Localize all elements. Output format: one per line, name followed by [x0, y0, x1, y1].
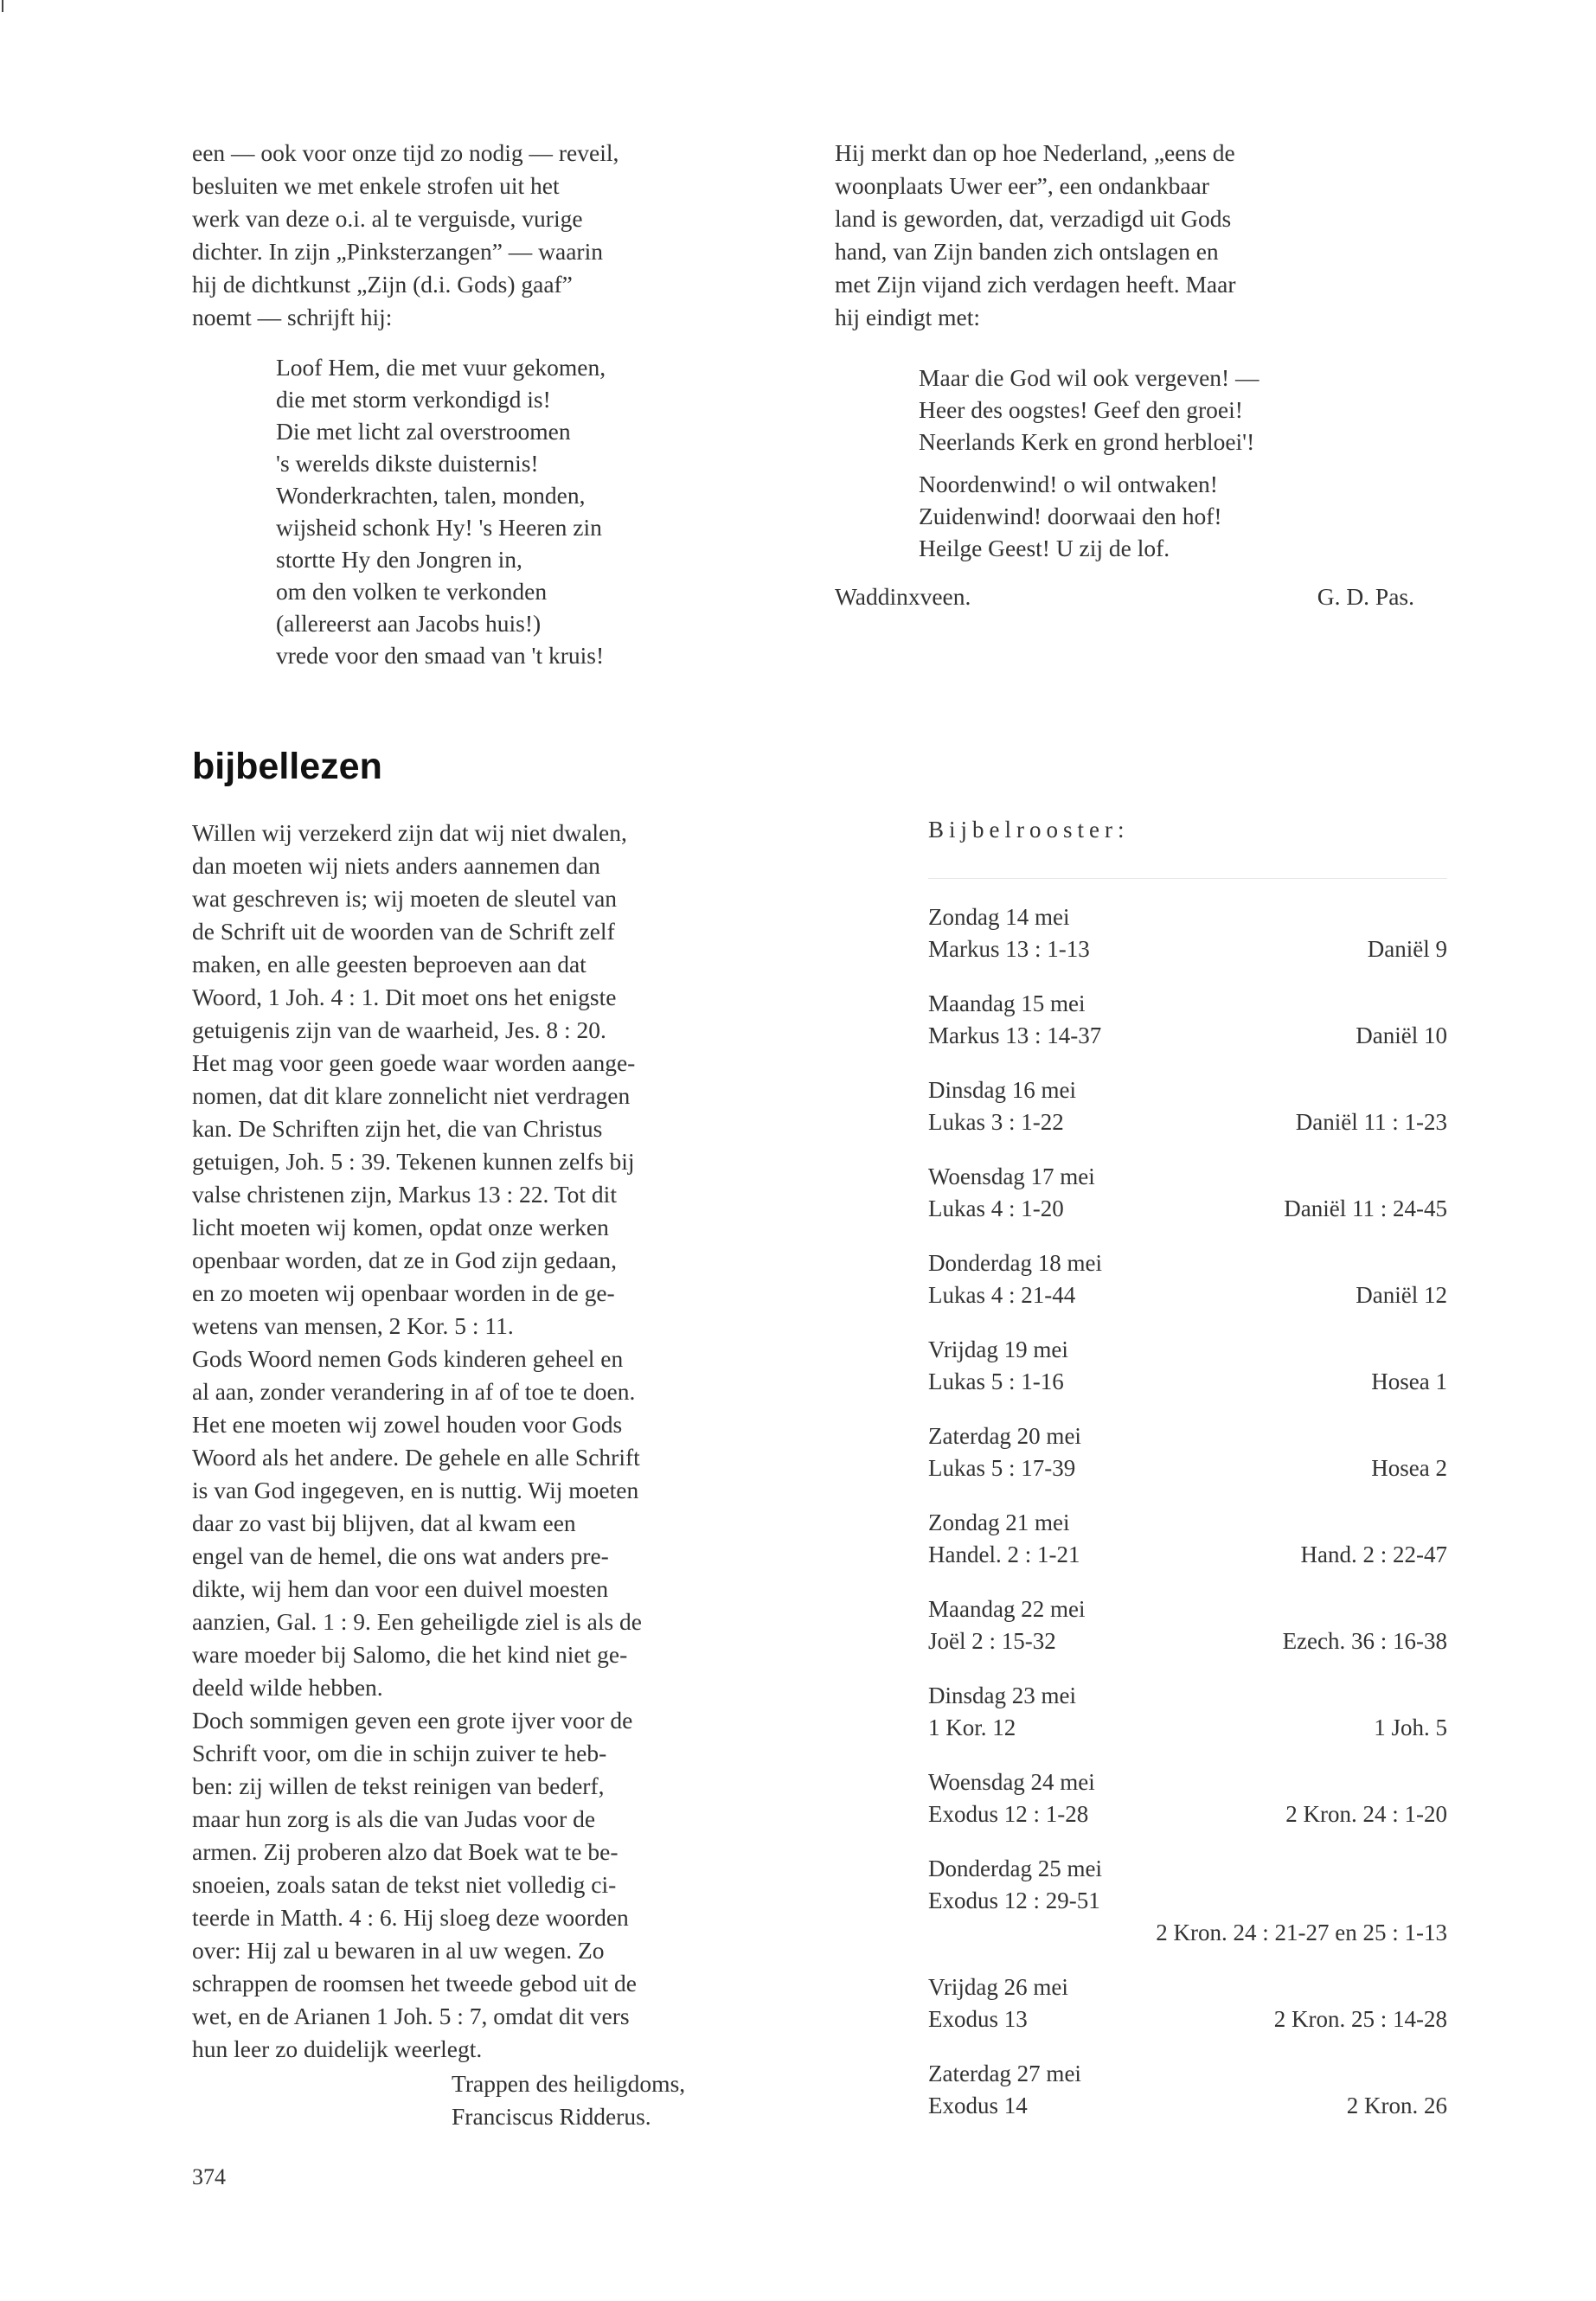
reading-ot: 2 Kron. 24 : 1-20: [1285, 1801, 1447, 1827]
rooster-readings: [928, 2090, 1447, 2122]
text-line: dikte, wij hem dan voor een duivel moesten: [192, 1575, 609, 1602]
rooster-entry: [928, 1420, 1447, 1484]
text-line: Gods Woord nemen Gods kinderen geheel en: [192, 1345, 624, 1372]
bijbellezen-column: [192, 817, 795, 2133]
text-line: Zuidenwind! doorwaai den hof!: [919, 503, 1222, 529]
text-line: wetens van mensen, 2 Kor. 5 : 11.: [192, 1312, 514, 1339]
text-line: wet, en de Arianen 1 Joh. 5 : 7, omdat dit vers: [192, 2003, 630, 2029]
rooster-entry: [928, 1853, 1447, 1949]
text-line: snoeien, zoals satan de tekst niet volledig ci-: [192, 1871, 617, 1898]
text-line: aanzien, Gal. 1 : 9. Een geheiligde ziel is als de: [192, 1608, 643, 1635]
rooster-entry: [928, 1161, 1447, 1225]
rooster-day: Zondag 21 mei: [928, 1509, 1070, 1535]
reading-ot: Hand. 2 : 22-47: [1300, 1541, 1447, 1567]
rooster-readings: [928, 1712, 1447, 1744]
text-line: armen. Zij proberen alzo dat Boek wat te be-: [192, 1838, 619, 1865]
text-line: Die met licht zal overstroomen: [276, 418, 571, 445]
reading-ot: Daniël 11 : 24-45: [1284, 1195, 1447, 1221]
text-line: Het mag voor geen goede waar worden aange-: [192, 1049, 636, 1076]
page-number: 374: [192, 2164, 226, 2189]
closing-poem-stanza-1: [919, 362, 1440, 458]
rooster-entry: [928, 1247, 1447, 1311]
reading-nt: Exodus 12 : 1-28: [928, 1801, 1089, 1827]
reading-ot: Daniël 12: [1356, 1282, 1447, 1308]
bijbellezen-text: [192, 817, 795, 2066]
rooster-day: Vrijdag 19 mei: [928, 1336, 1068, 1362]
text-line: woonplaats Uwer eer”, een ondankbaar: [835, 172, 1209, 199]
source-citation: [452, 2067, 795, 2133]
rooster-day: Dinsdag 23 mei: [928, 1682, 1076, 1708]
text-line: ware moeder bij Salomo, die het kind niet ge-: [192, 1641, 628, 1668]
text-line: vrede voor den smaad van 't kruis!: [276, 642, 605, 669]
rooster-entry: [928, 1680, 1447, 1744]
text-line: valse christenen zijn, Markus 13 : 22. Tot dit: [192, 1181, 617, 1208]
rooster-readings: [928, 1885, 1447, 1917]
rooster-day: Donderdag 25 mei: [928, 1856, 1102, 1881]
rooster-entries: [928, 901, 1447, 2122]
rooster-entry: [928, 1593, 1447, 1657]
text-line: Het ene moeten wij zowel houden voor Gods: [192, 1411, 623, 1438]
text-line: maar hun zorg is als die van Judas voor de: [192, 1805, 596, 1832]
rooster-title: Bijbelrooster:: [928, 817, 1130, 843]
reading-nt: Exodus 13: [928, 2006, 1028, 2032]
text-line: daar zo vast bij blijven, dat al kwam een: [192, 1509, 576, 1536]
rooster-readings: [928, 1452, 1447, 1484]
reading-ot: Daniël 11 : 1-23: [1295, 1109, 1447, 1135]
rooster-day: Zondag 14 mei: [928, 904, 1070, 930]
top-right-column: [835, 137, 1440, 611]
rooster-entry: [928, 1507, 1447, 1571]
text-line: Willen wij verzekerd zijn dat wij niet dwalen,: [192, 819, 627, 846]
pinksterzangen-poem: [276, 351, 795, 671]
text-line: die met storm verkondigd is!: [276, 386, 551, 413]
rooster-divider: [928, 878, 1447, 879]
text-line: een — ook voor onze tijd zo nodig — reveil,: [192, 139, 619, 166]
text-line: is van God ingegeven, en is nuttig. Wij moeten: [192, 1477, 639, 1503]
text-line: ben: zij willen de tekst reinigen van bederf,: [192, 1772, 605, 1799]
place-name: Waddinxveen.: [835, 583, 971, 610]
rooster-day: Maandag 15 mei: [928, 990, 1086, 1016]
rooster-day: Dinsdag 16 mei: [928, 1077, 1076, 1103]
text-line: stortte Hy den Jongren in,: [276, 546, 522, 573]
reading-ot: Hosea 1: [1371, 1368, 1447, 1394]
rooster-entry: [928, 2058, 1447, 2122]
text-line: Noordenwind! o wil ontwaken!: [919, 471, 1218, 497]
text-line: noemt — schrijft hij:: [192, 304, 393, 330]
rooster-readings: [928, 1106, 1447, 1138]
text-line: Heer des oogstes! Geef den groei!: [919, 396, 1243, 423]
text-line: Maar die God wil ook vergeven! —: [919, 364, 1259, 391]
reading-nt: 1 Kor. 12: [928, 1715, 1016, 1740]
rooster-entry: [928, 1074, 1447, 1138]
rooster-readings: [928, 1366, 1447, 1398]
text-line: (allereerst aan Jacobs huis!): [276, 610, 542, 637]
text-line: hand, van Zijn banden zich ontslagen en: [835, 238, 1219, 265]
rooster-day: Woensdag 24 mei: [928, 1769, 1095, 1795]
bijbelrooster: [928, 817, 1447, 2122]
reading-nt: Lukas 4 : 21-44: [928, 1282, 1076, 1308]
rooster-readings: [928, 1539, 1447, 1571]
text-line: dan moeten wij niets anders aannemen dan: [192, 852, 600, 879]
text-line: Franciscus Ridderus.: [452, 2103, 651, 2130]
intro-paragraph: [192, 137, 795, 334]
text-line: Schrift voor, om die in schijn zuiver te heb-: [192, 1740, 607, 1766]
rooster-entry: [928, 1971, 1447, 2035]
text-line: teerde in Matth. 4 : 6. Hij sloeg deze woorden: [192, 1904, 629, 1931]
text-line: 's werelds dikste duisternis!: [276, 450, 539, 477]
text-line: hij eindigt met:: [835, 304, 981, 330]
rooster-day: Zaterdag 27 mei: [928, 2061, 1081, 2086]
rooster-day: Maandag 22 mei: [928, 1596, 1086, 1622]
rooster-readings: [928, 1193, 1447, 1225]
rooster-readings: [928, 1625, 1447, 1657]
text-line: maken, en alle geesten beproeven aan dat: [192, 951, 586, 977]
signature-row: [835, 583, 1440, 611]
text-line: om den volken te verkonden: [276, 578, 548, 605]
rooster-entry: [928, 988, 1447, 1052]
text-line: Doch sommigen geven een grote ijver voor de: [192, 1707, 633, 1734]
rooster-readings: [928, 1798, 1447, 1830]
text-line: en zo moeten wij openbaar worden in de ge-: [192, 1279, 615, 1306]
rooster-readings: [928, 1279, 1447, 1311]
rooster-readings: [928, 2003, 1447, 2035]
reading-nt: Lukas 3 : 1-22: [928, 1109, 1064, 1135]
reading-nt: Lukas 4 : 1-20: [928, 1195, 1064, 1221]
rooster-day: Woensdag 17 mei: [928, 1163, 1095, 1189]
text-line: over: Hij zal u bewaren in al uw wegen. Zo: [192, 1937, 605, 1964]
reading-nt: Markus 13 : 14-37: [928, 1022, 1102, 1048]
nederland-paragraph: [835, 137, 1440, 334]
text-line: Woord als het andere. De gehele en alle Schrift: [192, 1444, 640, 1471]
text-line: de Schrift uit de woorden van de Schrift zelf: [192, 918, 615, 945]
text-line: Hij merkt dan op hoe Nederland, „eens de: [835, 139, 1235, 166]
text-line: wijsheid schonk Hy! 's Heeren zin: [276, 514, 602, 541]
text-line: hij de dichtkunst „Zijn (d.i. Gods) gaaf”: [192, 271, 573, 298]
rooster-entry: [928, 901, 1447, 965]
top-left-column: [192, 137, 795, 671]
rooster-day: Donderdag 18 mei: [928, 1250, 1102, 1276]
text-line: hun leer zo duidelijk weerlegt.: [192, 2035, 483, 2062]
text-line: al aan, zonder verandering in af of toe te doen.: [192, 1378, 636, 1405]
reading-ot: Hosea 2: [1371, 1455, 1447, 1481]
reading-ot: 2 Kron. 26: [1346, 2093, 1447, 2118]
text-line: getuigenis zijn van de waarheid, Jes. 8 : 20.: [192, 1016, 606, 1043]
reading-nt: Exodus 14: [928, 2093, 1028, 2118]
text-line: werk van deze o.i. al te verguisde, vurige: [192, 205, 583, 232]
reading-nt: Joël 2 : 15-32: [928, 1628, 1056, 1654]
text-line: nomen, dat dit klare zonnelicht niet verdragen: [192, 1082, 631, 1109]
rooster-readings: [928, 933, 1447, 965]
text-line: Loof Hem, die met vuur gekomen,: [276, 354, 606, 381]
section-heading: bijbellezen: [192, 746, 382, 787]
text-line: land is geworden, dat, verzadigd uit Gods: [835, 205, 1232, 232]
reading-nt: Lukas 5 : 17-39: [928, 1455, 1076, 1481]
rooster-readings: [928, 1020, 1447, 1052]
text-line: met Zijn vijand zich verdagen heeft. Maar: [835, 271, 1236, 298]
text-line: openbaar worden, dat ze in God zijn gedaan,: [192, 1247, 617, 1273]
text-line: deeld wilde hebben.: [192, 1674, 383, 1701]
text-line: Heilge Geest! U zij de lof.: [919, 535, 1170, 561]
author-name: G. D. Pas.: [1317, 583, 1414, 610]
reading-nt: Handel. 2 : 1-21: [928, 1541, 1080, 1567]
rooster-entry: [928, 1334, 1447, 1398]
reading-ot: Daniël 10: [1356, 1022, 1447, 1048]
reading-nt: Exodus 12 : 29-51: [928, 1888, 1100, 1913]
rooster-day: Vrijdag 26 mei: [928, 1974, 1068, 2000]
reading-nt: Lukas 5 : 1-16: [928, 1368, 1064, 1394]
text-line: getuigen, Joh. 5 : 39. Tekenen kunnen zelfs bij: [192, 1148, 635, 1175]
reading-ot-extra: 2 Kron. 24 : 21-27 en 25 : 1-13: [1156, 1920, 1447, 1945]
reading-ot: 2 Kron. 25 : 14-28: [1273, 2006, 1447, 2032]
reading-ot: Daniël 9: [1367, 936, 1447, 962]
closing-poem-stanza-2: [919, 468, 1440, 564]
scan-mark: [2, 0, 3, 12]
rooster-entry: [928, 1766, 1447, 1830]
text-line: Woord, 1 Joh. 4 : 1. Dit moet ons het enigste: [192, 984, 617, 1010]
text-line: schrappen de roomsen het tweede gebod uit de: [192, 1970, 637, 1997]
text-line: Wonderkrachten, talen, monden,: [276, 482, 586, 509]
text-line: kan. De Schriften zijn het, die van Christus: [192, 1115, 603, 1142]
text-line: Trappen des heiligdoms,: [452, 2070, 686, 2097]
text-line: licht moeten wij komen, opdat onze werken: [192, 1214, 609, 1240]
reading-ot: 1 Joh. 5: [1374, 1715, 1447, 1740]
rooster-day: Zaterdag 20 mei: [928, 1423, 1081, 1449]
reading-nt: Markus 13 : 1-13: [928, 936, 1090, 962]
reading-ot: Ezech. 36 : 16-38: [1282, 1628, 1447, 1654]
text-line: Neerlands Kerk en grond herbloei'!: [919, 428, 1255, 455]
text-line: engel van de hemel, die ons wat anders pre-: [192, 1542, 609, 1569]
text-line: dichter. In zijn „Pinksterzangen” — waarin: [192, 238, 603, 265]
text-line: wat geschreven is; wij moeten de sleutel van: [192, 885, 618, 912]
text-line: besluiten we met enkele strofen uit het: [192, 172, 560, 199]
